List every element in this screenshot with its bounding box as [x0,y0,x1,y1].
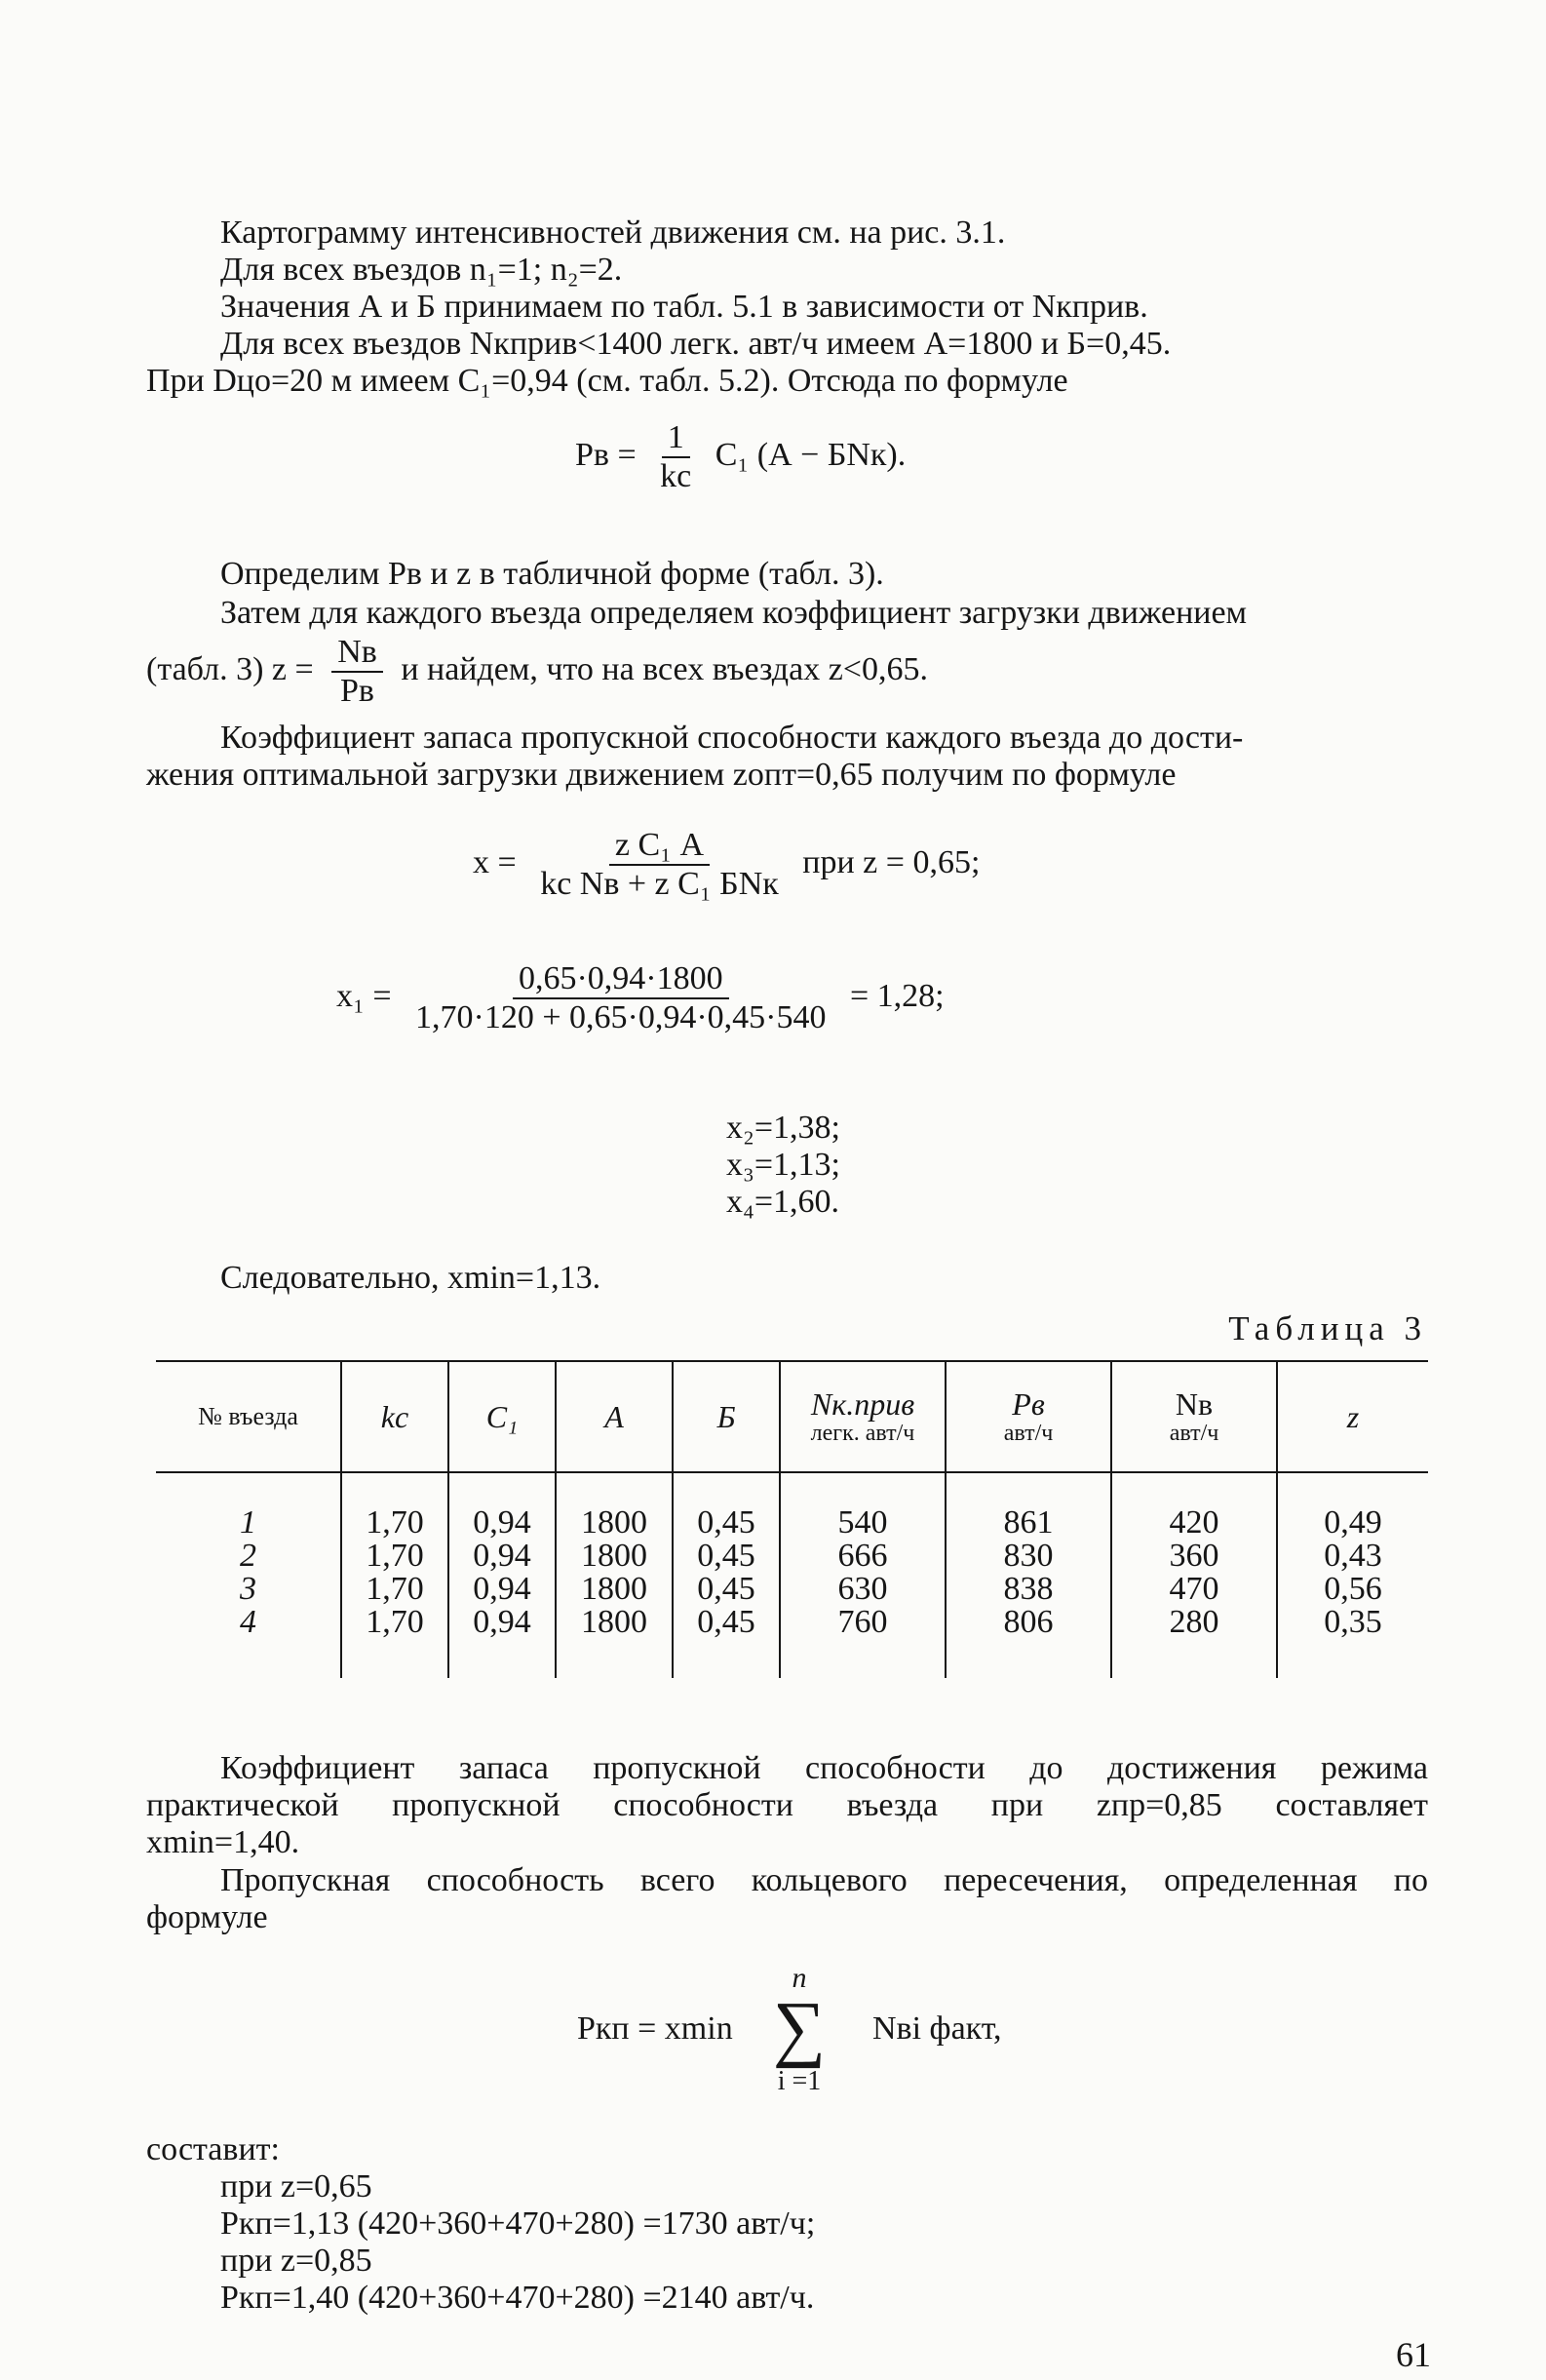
x1-formula-denominator: 1,70·120 + 0,65·0,94·0,45·540 [415,999,827,1035]
intro-paragraph [146,215,1428,400]
table-caption: Таблица 3 [1228,1309,1427,1347]
table-cell: 1800 [556,1540,673,1573]
final-paragraph [146,2131,1428,2317]
header-z: z [1277,1361,1428,1472]
table-cell: 3 [240,1571,256,1607]
table-cell: 760 [780,1606,946,1678]
table-cell: 0,94 [448,1573,556,1606]
sum-lower-limit: i =1 [777,2066,822,2096]
total-paragraph [146,1862,1428,1936]
result-x4: x₄=1,60. [726,1184,840,1220]
reserve-formula [473,827,980,903]
table-cell: 666 [780,1540,946,1573]
table-row [156,1472,1428,1540]
define-line: Определим Pв и z в табличной форме (табл. 3). [220,556,884,592]
practical-line-3: xmin=1,40. [146,1824,300,1860]
define-paragraph [146,556,1428,593]
reserve-formula-denominator: kс Nв + z C₁ БNк [540,866,779,902]
practical-line-2: практической пропускной способности въезда при zпр=0,85 составляет [146,1787,1428,1823]
table-cell: 2 [240,1538,256,1574]
table-cell: 830 [946,1540,1111,1573]
intro-line-2: Для всех въездов n₁=1; n₂=2. [220,252,623,288]
total-formula-sum [741,1964,858,2100]
table-cell: 630 [780,1573,946,1606]
table-row [156,1573,1428,1606]
x1-formula-numerator: 0,65·0,94·1800 [513,960,729,999]
reserve-formula-fraction [534,827,785,903]
intro-line-4: Для всех въездов Nкприв<1400 легк. авт/ч имеем А=1800 и Б=0,45. [220,326,1172,362]
capacity-formula-fraction [654,419,697,495]
capacity-formula-rhs: C₁ (А − БNк). [715,436,907,473]
header-nv: Nв авт/ч [1111,1361,1277,1472]
table-cell: 0,43 [1277,1540,1428,1573]
capacity-formula-lhs: Pв = [575,436,637,473]
table-cell: 4 [240,1604,256,1640]
header-b: Б [673,1361,780,1472]
capacity-formula [575,419,906,495]
table-cell: 838 [946,1573,1111,1606]
header-pv: Pв авт/ч [946,1361,1111,1472]
load-formula [146,634,928,710]
table-cell: 1800 [556,1573,673,1606]
table-cell: 0,45 [673,1472,780,1540]
table-cell: 0,94 [448,1540,556,1573]
page-number: 61 [1396,2335,1431,2374]
header-entry-number: № въезда [156,1361,341,1472]
table-cell: 1,70 [341,1606,448,1678]
sum-upper-limit: n [792,1962,807,1994]
x1-formula [336,960,945,1036]
header-a: А [556,1361,673,1472]
practical-line-1: Коэффициент запаса пропускной способности до достижения режима [220,1750,1428,1786]
table-cell: 0,94 [448,1606,556,1678]
header-nk-priv: Nк.прив легк. авт/ч [780,1361,946,1472]
reserve-formula-lhs: x = [473,843,517,880]
load-formula-numerator: Nв [331,634,383,673]
reserve-formula-numerator: z C₁ А [609,827,710,866]
final-line-3: при z=0,85 [220,2243,372,2279]
conclusion-paragraph [146,1260,1428,1297]
table-cell: 1,70 [341,1472,448,1540]
x1-formula-lhs: x₁ = [336,977,392,1014]
capacity-formula-denominator: kс [660,458,692,494]
table-cell: 0,45 [673,1540,780,1573]
reserve-formula-condition: при z = 0,65; [802,843,981,880]
table-cell: 0,45 [673,1606,780,1678]
results-list [726,1110,1019,1221]
table-cell: 470 [1111,1573,1277,1606]
table-cell: 1800 [556,1606,673,1678]
table-cell: 1 [240,1504,256,1541]
result-x2: x₂=1,38; [726,1110,840,1146]
table-cell: 1,70 [341,1573,448,1606]
final-lead: составит: [146,2131,280,2167]
intro-line-1: Картограмму интенсивностей движения см. на рис. 3.1. [220,215,1006,251]
header-kc: kс [341,1361,448,1472]
table-row [156,1540,1428,1573]
x1-formula-result: = 1,28; [850,977,945,1014]
table-cell: 806 [946,1606,1111,1678]
table-header-row [156,1361,1428,1472]
reserve-line-1: Коэффициент запаса пропускной способности каждого въезда до дости- [220,720,1244,756]
final-line-1: при z=0,65 [220,2168,372,2204]
conclusion-line: Следовательно, xmin=1,13. [220,1260,601,1296]
intro-line-5: При Dцо=20 м имеем C₁=0,94 (см. табл. 5.2). Отсюда по формуле [146,363,1068,399]
result-x3: x₃=1,13; [726,1147,840,1183]
table-cell: 1,70 [341,1540,448,1573]
header-c1: C₁ [448,1361,556,1472]
data-table [156,1360,1428,1678]
table-cell: 861 [946,1472,1111,1540]
table-cell: 0,49 [1277,1472,1428,1540]
load-formula-fraction [331,634,383,710]
total-line-2: формуле [146,1899,268,1935]
intro-line-3: Значения А и Б принимаем по табл. 5.1 в зависимости от Nкприв. [220,289,1148,325]
capacity-formula-numerator: 1 [662,419,690,458]
reserve-line-2: жения оптимальной загрузки движением zопт=0,65 получим по формуле [146,757,1177,793]
table-cell: 1800 [556,1472,673,1540]
table-cell: 360 [1111,1540,1277,1573]
reserve-paragraph [146,720,1428,794]
practical-paragraph [146,1750,1428,1861]
load-formula-suffix: и найдем, что на всех въездах z<0,65. [401,650,928,687]
table-cell: 0,45 [673,1573,780,1606]
table-cell: 540 [780,1472,946,1540]
total-line-1: Пропускная способность всего кольцевого пересечения, определенная по [220,1862,1428,1898]
table-cell: 0,56 [1277,1573,1428,1606]
table-cell: 0,94 [448,1472,556,1540]
total-formula-lhs: Pкп = xmin [577,2010,733,2047]
total-formula-rhs: Nвi факт, [872,2010,1002,2047]
load-formula-denominator: Pв [340,673,374,709]
table-row [156,1606,1428,1678]
final-line-2: Pкп=1,13 (420+360+470+280) =1730 авт/ч; [220,2205,816,2242]
load-formula-prefix: (табл. 3) z = [146,650,314,687]
sigma-symbol: ∑ [772,1987,827,2069]
x1-formula-fraction [409,960,831,1036]
load-paragraph [146,595,1428,632]
final-line-4: Pкп=1,40 (420+360+470+280) =2140 авт/ч. [220,2280,815,2316]
load-line-1: Затем для каждого въезда определяем коэффициент загрузки движением [220,595,1248,631]
table-cell: 0,35 [1277,1606,1428,1678]
table-cell: 420 [1111,1472,1277,1540]
table-cell: 280 [1111,1606,1277,1678]
